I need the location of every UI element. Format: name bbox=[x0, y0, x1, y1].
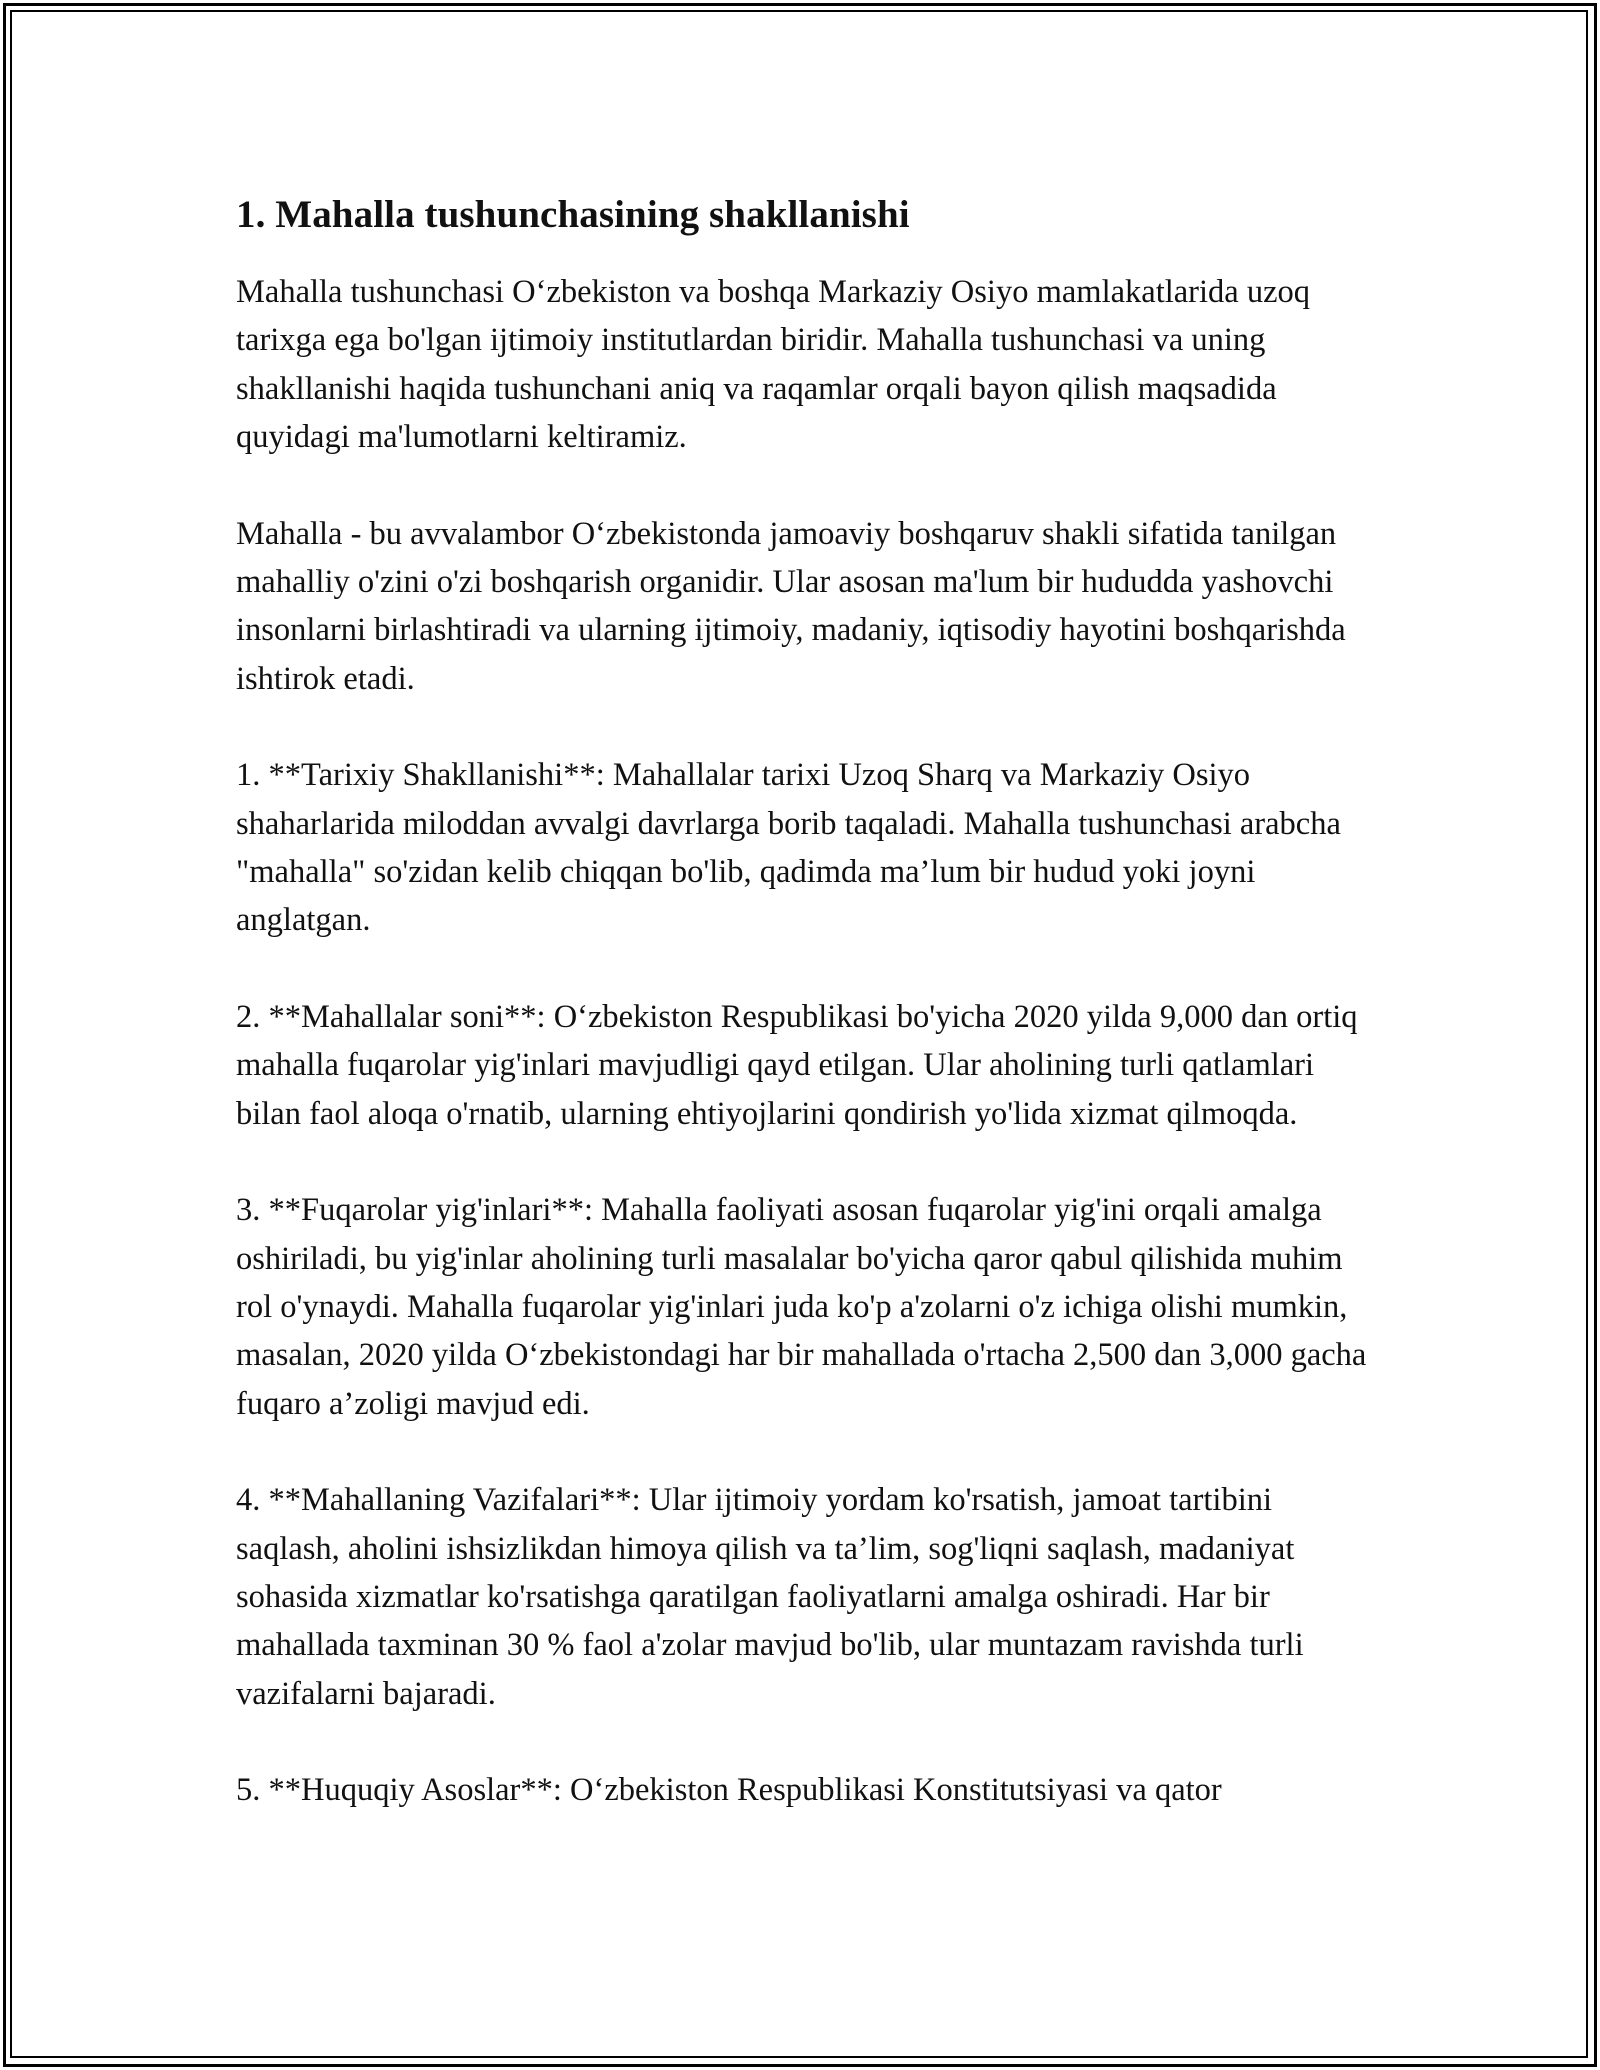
paragraph-definition: Mahalla - bu avvalambor O‘zbekistonda jamoaviy boshqaruv shakli sifatida tanilgan mahalliy o'zini o'zi boshqarish organidir. Ular asosan ma'lum bir hududda yashovchi insonlarni birlashtiradi va ularning ijtimoiy, madaniy, iqtisodiy hayotini boshqarishda ishtirok etadi. bbox=[236, 515, 1346, 697]
paragraph-point-1: 1. **Tarixiy Shakllanishi**: Mahallalar tarixi Uzoq Sharq va Markaziy Osiyo shaharlarida miloddan avvalgi davrlarga borib taqaladi. Mahalla tushunchasi arabcha "mahalla" so'zidan kelib chiqqan bo'lib, qadimda ma’lum bir hudud yoki joyni anglatgan. bbox=[236, 757, 1341, 939]
paragraph-point-3: 3. **Fuqarolar yig'inlari**: Mahalla faoliyati asosan fuqarolar yig'ini orqali amalga oshiriladi, bu yig'inlar aholining turli masalalar bo'yicha qaror qabul qilishida muhim rol o'ynaydi. Mahalla fuqarolar yig'inlari juda ko'p a'zolarni o'z ichiga olishi mumkin, masalan, 2020 yilda O‘zbekistondagi har bir mahallada o'rtacha 2,500 dan 3,000 gacha fuqaro a’zoligi mavjud edi. bbox=[236, 1192, 1367, 1422]
document-body bbox=[236, 186, 1376, 1863]
paragraph-point-4: 4. **Mahallaning Vazifalari**: Ular ijtimoiy yordam ko'rsatish, jamoat tartibini saqlash, aholini ishsizlikdan himoya qilish va ta’lim, sog'liqni saqlash, madaniyat sohasida xizmatlar ko'rsatishga qaratilgan faoliyatlarni amalga oshiradi. Har bir mahallada taxminan 30 % faol a'zolar mavjud bo'lib, ular muntazam ravishda turli vazifalarni bajaradi. bbox=[236, 1482, 1304, 1712]
paragraph-point-5: 5. **Huquqiy Asoslar**: O‘zbekiston Respublikasi Konstitutsiyasi va qator bbox=[236, 1772, 1222, 1809]
paragraph-intro: Mahalla tushunchasi O‘zbekiston va boshqa Markaziy Osiyo mamlakatlarida uzoq tarixga ega bo'lgan ijtimoiy institutlardan biridir. Mahalla tushunchasi va uning shakllanishi haqida tushunchani aniq va raqamlar orqali bayon qilish maqsadida quyidagi ma'lumotlarni keltiramiz. bbox=[236, 274, 1311, 456]
section-heading: 1. Mahalla tushunchasining shakllanishi bbox=[236, 193, 910, 236]
paragraph-point-2: 2. **Mahallalar soni**: O‘zbekiston Respublikasi bo'yicha 2020 yilda 9,000 dan ortiq mahalla fuqarolar yig'inlari mavjudligi qayd etilgan. Ular aholining turli qatlamlari bilan faol aloqa o'rnatib, ularning ehtiyojlarini qondirish yo'lida xizmat qilmoqda. bbox=[236, 998, 1358, 1132]
